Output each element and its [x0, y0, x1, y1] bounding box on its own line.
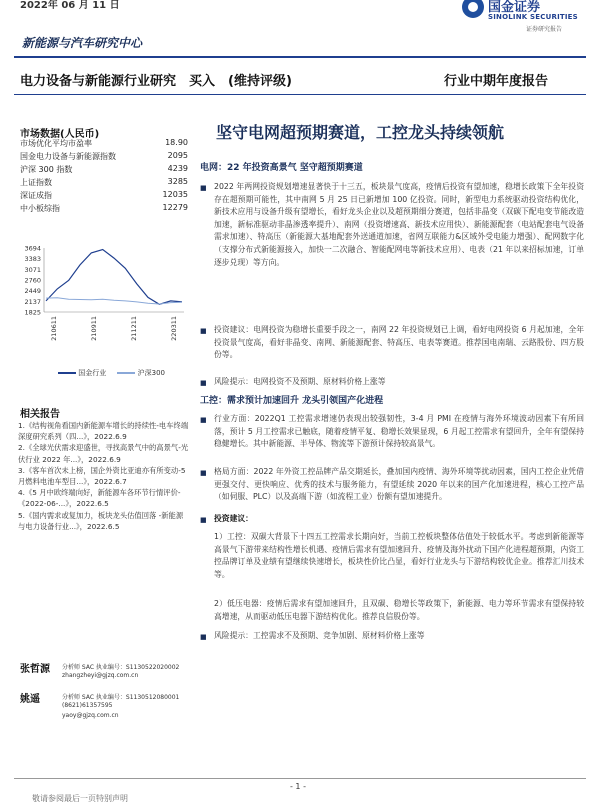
legend-swatch-industry — [58, 372, 76, 374]
y-tick-label: 2449 — [24, 287, 41, 296]
related-report-item[interactable]: 4.《5 月中欧终端向好，新能源车各环节行情评价-《2022-06-...》，2022.6.5 — [18, 488, 181, 509]
y-tick-label: 3383 — [24, 255, 41, 264]
paragraph-grid-advice: ■ 投资建议：电网投资为稳增长重要手段之一，南网 22 年投资规划已上调，看好电网投资 6 月起加速，全年投资景气度高，看好非晶变、南网、新能源配套、特高压、电表等赛道。推荐国电南瑞、云路股份、四方股份等。 — [200, 325, 584, 360]
y-tick-label: 2760 — [24, 276, 41, 285]
x-tick-label: 211211 — [130, 316, 138, 341]
analyst-email[interactable]: zhangzheyi@gjzq.com.cn — [62, 672, 139, 679]
paragraph-control-advice-heading: ■ 投资建议： — [200, 513, 584, 526]
analyst-phone: (8621)61357595 — [62, 702, 113, 709]
bullet-icon: ■ — [200, 633, 207, 641]
paragraph-grid-overview: ■ 2022 年两网投资规划增速显著快于十三五，板块景气度高，疫情后投资有望加速，稳增长政策下全年投资存在超预期可能性，其中南网 5 月 25 日已新增加 100 亿投资。同时，新型电力系统驱动投资结构优化，新技术应用与设备升级有望增长，看好龙头企业以及超预期细分赛道，包括非晶变（双碳下配电变节能改造加速，新标准驱动非晶渗透率提升）、南网（投资增速高、新技术应用快）、新能源配套（电站配套电气设备需求加速）、特高压（新能源大基地配套外送通道加速，省网互联能力&区域外受电能力增强）、配网数字化（支撑分布式新能源接入，加快一二次融合、智能配网电等新技术应用）、电表（21 年以来招标加速，订单逐步兑现）等方向。 — [200, 182, 584, 267]
bullet-icon: ■ — [200, 327, 207, 335]
related-report-item[interactable]: 2.《全球光伏需求迎盛世，寻找高景气中的高景气-光伏行业 2022 年...》，2022.6.9 — [18, 443, 189, 464]
section-heading-grid: 电网：22 年投资高景气 坚守超预期赛道 — [200, 163, 363, 173]
y-tick-label: 1825 — [24, 308, 41, 317]
analyst-sac: 分析师 SAC 执业编号：S1130522020002 — [62, 664, 180, 671]
bullet-icon: ■ — [200, 184, 207, 192]
related-reports-title: 相关报告 — [20, 409, 60, 420]
market-row: 上证指数 3285 — [20, 177, 188, 187]
paragraph-control-advice-2: 2）低压电器：疫情后需求有望加速回升，且双碳、稳增长等政策下，新能源、电力等环节需求有望保持较高增速，从而驱动低压电器下游结构优化。推荐良信股份等。 — [214, 599, 584, 621]
y-tick-label: 2137 — [24, 297, 41, 306]
market-data-table — [20, 138, 188, 216]
page-number: - 1 - — [290, 782, 306, 791]
logo-en: SINOLINK SECURITIES — [488, 13, 578, 21]
analyst-email[interactable]: yaoy@gjzq.com.cn — [62, 712, 119, 719]
paragraph-grid-risk: ■ 风险提示：电网投资不及预期、原材料价格上涨等 — [200, 376, 584, 389]
header-divider — [14, 56, 586, 58]
x-tick-label: 210911 — [90, 316, 98, 341]
y-tick-label: 3071 — [24, 265, 41, 274]
bullet-icon: ■ — [200, 469, 207, 477]
x-tick-label: 220311 — [170, 316, 178, 341]
market-row: 国金电力设备与新能源指数 2095 — [20, 151, 188, 161]
paragraph-control-landscape: ■ 格局方面：2022 年外资工控品牌产品交期延长，叠加国内疫情、海外环境等扰动因素，国内工控企业凭借更强交付、更快响应、优秀的技术与服务能力，有望延续 2020 年以来的国产化加速进程，核心工控产品（如伺服、PLC）以及高端下游（如流程工业）份额有望加速提升。 — [200, 467, 584, 502]
x-tick-label: 210611 — [50, 316, 58, 341]
sinolink-logo — [462, 0, 582, 32]
research-center: 新能源与汽车研究中心 — [22, 36, 143, 50]
analyst-block — [20, 690, 195, 730]
analyst-block — [20, 660, 195, 690]
market-data-title: 市场数据(人民币) — [20, 129, 100, 140]
market-row: 沪深 300 指数 4239 — [20, 164, 188, 174]
report-type: 行业中期年度报告 — [444, 74, 549, 89]
related-reports-list — [18, 420, 190, 532]
analyst-sac: 分析师 SAC 执业编号：S1130512080001 — [62, 694, 180, 701]
section-heading-control: 工控：需求预计加速回升 龙头引领国产化进程 — [200, 396, 384, 406]
header-divider-2 — [14, 94, 586, 95]
disclaimer-note: 敬请参阅最后一页特别声明 — [32, 794, 128, 803]
report-title: 坚守电网超预期赛道，工控龙头持续领航 — [216, 123, 505, 142]
related-report-item[interactable]: 5.《国内需求或复加力，板块龙头估值回落 -新能源与电力设备行业...》，2022.6.5 — [18, 510, 184, 531]
related-report-item[interactable]: 1.《结构视角看国内新能源车增长的持续性-电车终端深度研究系列（四...》，2022.6.9 — [18, 421, 189, 442]
series-line-industry — [46, 250, 182, 305]
market-row: 深证成指 12035 — [20, 190, 188, 200]
chart-legend — [58, 368, 165, 378]
market-row: 市场优化平均市盈率 18.90 — [20, 138, 188, 148]
y-tick-label: 3694 — [24, 244, 41, 253]
legend-label-hs300: 沪深300 — [137, 369, 165, 377]
legend-label-industry: 国金行业 — [78, 369, 107, 377]
footer-divider — [14, 778, 586, 779]
report-date: 2022年 06 月 11 日 — [20, 0, 120, 11]
bullet-icon: ■ — [200, 379, 207, 387]
logo-mark-icon — [462, 0, 484, 18]
analyst-name: 姚遥 — [20, 694, 40, 705]
paragraph-control-advice-1: 1）工控：双碳大背景下十四五工控需求长期向好，当前工控板块整体估值处于较低水平。考虑到新能源等高景气下游带来结构性增长机遇、疫情后需求有望加速回升、疫情及海外扰动下国产化进程超预期，内资工控品牌订单及业绩有望继续快速增长，板块性价比凸显，看好行业龙头与下游结构较优企业。推荐汇川技术等。 — [214, 532, 584, 579]
paragraph-control-risk: ■ 风险提示：工控需求不及预期、竞争加剧、原材料价格上涨等 — [200, 630, 584, 643]
related-report-item[interactable]: 3.《客车首次未上榜，国企外资比亚迪亦有所变动-5 月燃料电池车型目...》，2022.6.7 — [18, 465, 186, 487]
legend-swatch-hs300 — [117, 372, 135, 374]
logo-cn: 国金证券 — [488, 0, 541, 15]
logo-subtitle: 证券研究报告 — [526, 26, 563, 33]
bullet-icon: ■ — [200, 416, 207, 424]
market-row: 中小板综指 12279 — [20, 203, 188, 213]
bullet-icon: ■ — [200, 516, 207, 524]
paragraph-control-industry: ■ 行业方面：2022Q1 工控需求增速仍表现出较强韧性，3-4 月 PMI 在疫情与海外环境波动因素下有所回落，预计 5 月工控需求已触底，随着疫情平复、稳增长效果显现，6 月起工控需求有望回升，全年有望保持稳健增长。其中新能源、半导体、物流等下游预计保持较高景气。 — [200, 414, 584, 449]
index-line-chart — [14, 240, 190, 380]
analyst-name: 张哲源 — [20, 664, 50, 675]
industry-rating: 电力设备与新能源行业研究 买入 (维持评级) — [20, 74, 292, 89]
